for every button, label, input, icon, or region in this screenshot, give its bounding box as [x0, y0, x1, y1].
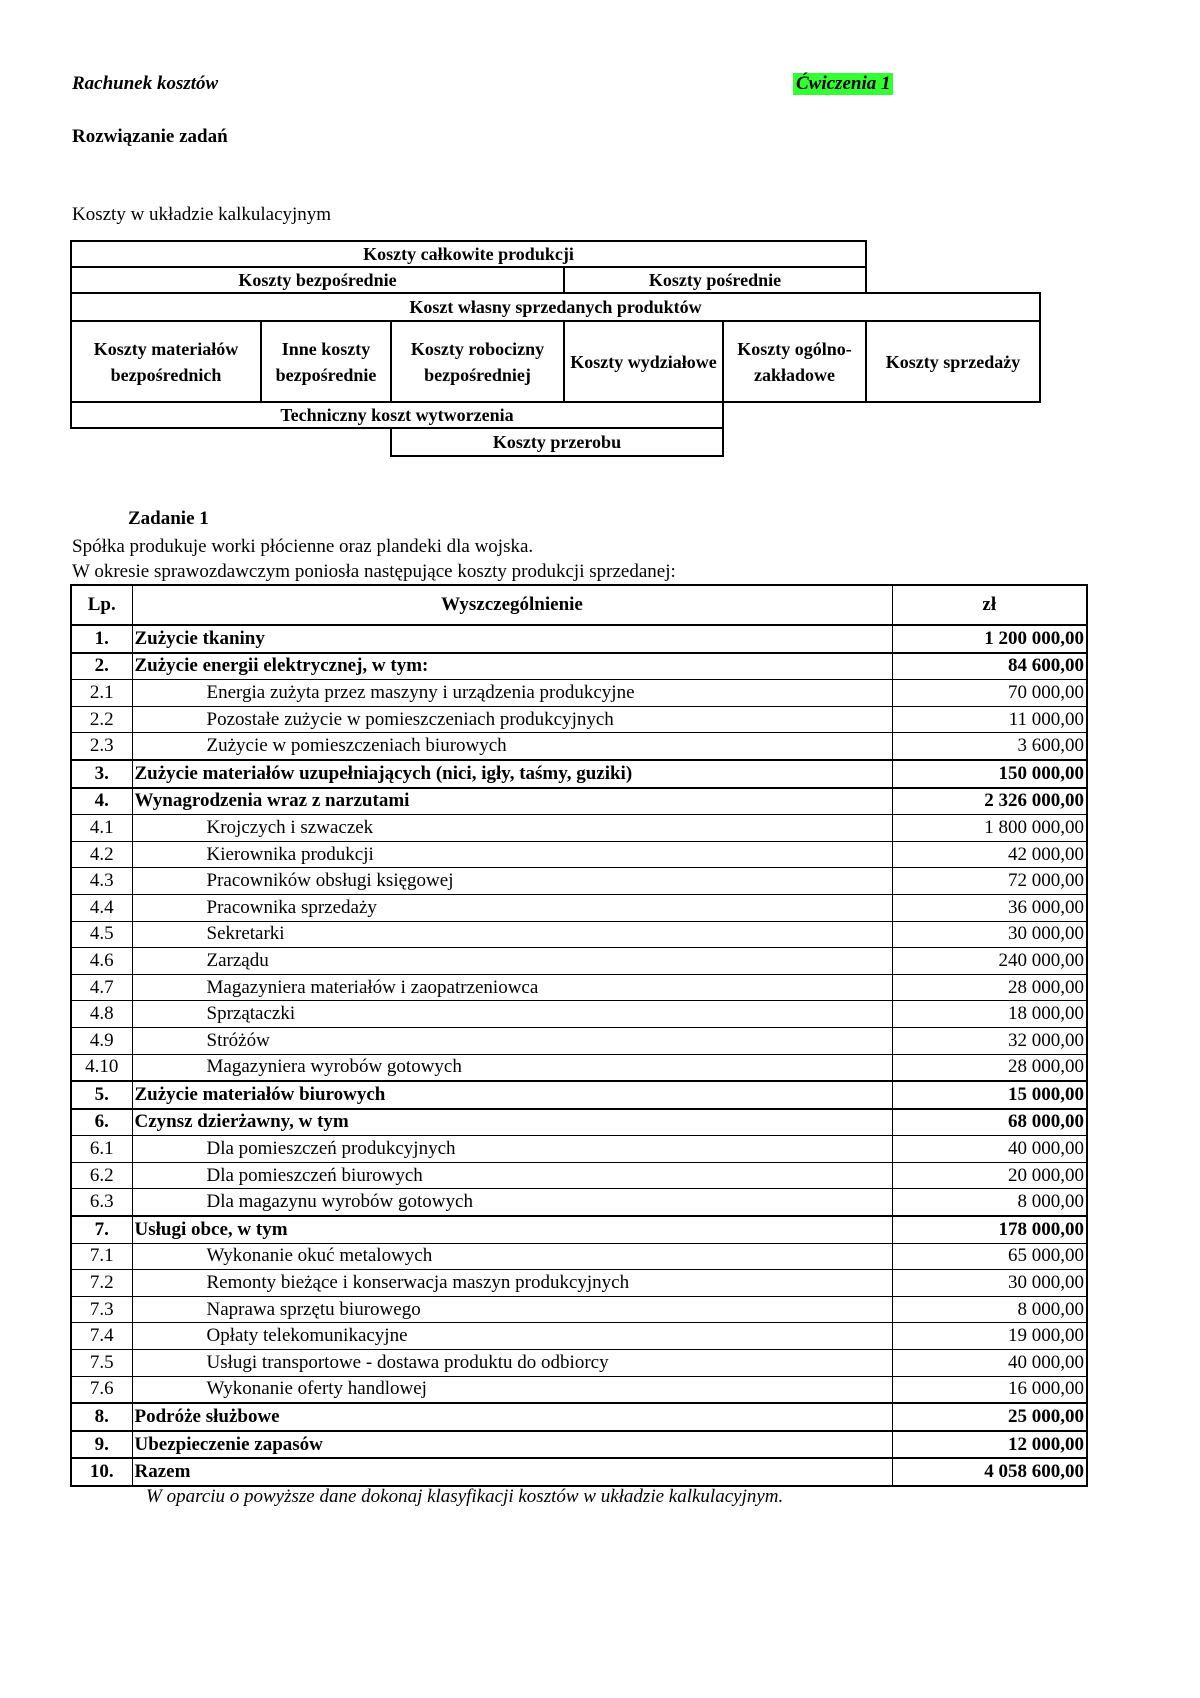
- table-row: [71, 653, 1087, 680]
- row-description: Zużycie energii elektrycznej, w tym:: [132, 653, 892, 680]
- table-row: [71, 1216, 1087, 1243]
- row-value: 18 000,00: [892, 1001, 1087, 1028]
- table-row: [71, 1403, 1087, 1431]
- row-value: 178 000,00: [892, 1216, 1087, 1243]
- table-row: [71, 1027, 1087, 1054]
- row-value: 42 000,00: [892, 841, 1087, 868]
- table-row: [71, 733, 1087, 760]
- row-value: 1 200 000,00: [892, 625, 1087, 653]
- table-row: [71, 1376, 1087, 1403]
- row-description: Usługi transportowe - dostawa produktu do odbiorcy: [132, 1350, 892, 1377]
- row-number: 4.10: [71, 1054, 132, 1081]
- row-value: 8 000,00: [892, 1189, 1087, 1216]
- table-row: [71, 1189, 1087, 1216]
- row-number: 3.: [71, 760, 132, 788]
- cell-direct-materials: Koszty materiałów bezpośrednich: [70, 320, 262, 403]
- row-number: 4.4: [71, 894, 132, 921]
- row-value: 3 600,00: [892, 733, 1087, 760]
- cell-direct-costs: Koszty bezpośrednie: [70, 266, 565, 294]
- row-description: Pozostałe zużycie w pomieszczeniach produkcyjnych: [132, 706, 892, 733]
- table-row: [71, 1350, 1087, 1377]
- row-description: Podróże służbowe: [132, 1403, 892, 1431]
- row-description: Zużycie materiałów uzupełniających (nici, igły, taśmy, guziki): [132, 760, 892, 788]
- row-value: 68 000,00: [892, 1109, 1087, 1136]
- section-label: Koszty w układzie kalkulacyjnym: [72, 204, 332, 225]
- row-description: Pracownika sprzedaży: [132, 894, 892, 921]
- table-row: [71, 1081, 1087, 1109]
- row-value: 240 000,00: [892, 948, 1087, 975]
- table-row: [71, 788, 1087, 815]
- row-number: 1.: [71, 625, 132, 653]
- table-row: [71, 1458, 1087, 1486]
- table-row: [71, 1001, 1087, 1028]
- task-description-2: W okresie sprawozdawczym poniosła następujące koszty produkcji sprzedanej:: [72, 561, 676, 582]
- row-number: 4.6: [71, 948, 132, 975]
- row-description: Dla pomieszczeń biurowych: [132, 1162, 892, 1189]
- table-row: [71, 868, 1087, 895]
- table-row: [71, 1162, 1087, 1189]
- cell-other-direct: Inne koszty bezpośrednie: [260, 320, 392, 403]
- row-description: Kierownika produkcji: [132, 841, 892, 868]
- row-number: 7.6: [71, 1376, 132, 1403]
- row-value: 19 000,00: [892, 1323, 1087, 1350]
- row-value: 8 000,00: [892, 1296, 1087, 1323]
- row-number: 4.9: [71, 1027, 132, 1054]
- table-row: [71, 1431, 1087, 1459]
- row-description: Krojczych i szwaczek: [132, 815, 892, 842]
- subtitle: Rozwiązanie zadań: [72, 126, 228, 147]
- cell-general-costs: Koszty ogólno-zakładowe: [722, 320, 867, 403]
- row-description: Usługi obce, w tym: [132, 1216, 892, 1243]
- document-title: Rachunek kosztów: [72, 73, 219, 94]
- row-description: Magazyniera materiałów i zaopatrzeniowca: [132, 974, 892, 1001]
- row-value: 2 326 000,00: [892, 788, 1087, 815]
- row-number: 6.: [71, 1109, 132, 1136]
- table-row: [71, 921, 1087, 948]
- table-row: [71, 1109, 1087, 1136]
- table-row: [71, 1136, 1087, 1163]
- table-row: [71, 1054, 1087, 1081]
- row-description: Dla pomieszczeń produkcyjnych: [132, 1136, 892, 1163]
- column-header-value: zł: [892, 585, 1087, 625]
- row-number: 4.7: [71, 974, 132, 1001]
- row-value: 28 000,00: [892, 974, 1087, 1001]
- row-number: 2.1: [71, 680, 132, 707]
- row-description: Naprawa sprzętu biurowego: [132, 1296, 892, 1323]
- row-number: 8.: [71, 1403, 132, 1431]
- row-value: 4 058 600,00: [892, 1458, 1087, 1486]
- row-value: 1 800 000,00: [892, 815, 1087, 842]
- row-number: 5.: [71, 1081, 132, 1109]
- table-row: [71, 1270, 1087, 1297]
- row-value: 30 000,00: [892, 921, 1087, 948]
- row-number: 9.: [71, 1431, 132, 1459]
- row-value: 15 000,00: [892, 1081, 1087, 1109]
- row-value: 25 000,00: [892, 1403, 1087, 1431]
- cost-table-header: [71, 585, 1087, 625]
- row-description: Opłaty telekomunikacyjne: [132, 1323, 892, 1350]
- table-row: [71, 894, 1087, 921]
- task-description-1: Spółka produkuje worki płócienne oraz plandeki dla wojska.: [72, 536, 534, 557]
- row-description: Razem: [132, 1458, 892, 1486]
- cell-direct-labor: Koszty robocizny bezpośredniej: [390, 320, 565, 403]
- row-description: Czynsz dzierżawny, w tym: [132, 1109, 892, 1136]
- row-number: 6.3: [71, 1189, 132, 1216]
- footnote: W oparciu o powyższe dane dokonaj klasyfikacji kosztów w układzie kalkulacyjnym.: [146, 1486, 784, 1507]
- row-value: 40 000,00: [892, 1350, 1087, 1377]
- row-description: Remonty bieżące i konserwacja maszyn produkcyjnych: [132, 1270, 892, 1297]
- column-header-description: Wyszczególnienie: [132, 585, 892, 625]
- row-number: 6.1: [71, 1136, 132, 1163]
- cell-department-costs: Koszty wydziałowe: [563, 320, 724, 403]
- row-value: 11 000,00: [892, 706, 1087, 733]
- row-value: 40 000,00: [892, 1136, 1087, 1163]
- exercise-label: Ćwiczenia 1: [793, 73, 893, 95]
- row-description: Magazyniera wyrobów gotowych: [132, 1054, 892, 1081]
- table-row: [71, 815, 1087, 842]
- row-number: 4.8: [71, 1001, 132, 1028]
- row-number: 7.3: [71, 1296, 132, 1323]
- row-value: 30 000,00: [892, 1270, 1087, 1297]
- table-row: [71, 760, 1087, 788]
- column-header-lp: Lp.: [71, 585, 132, 625]
- row-number: 4.: [71, 788, 132, 815]
- row-number: 7.1: [71, 1243, 132, 1270]
- row-number: 4.5: [71, 921, 132, 948]
- table-row: [71, 706, 1087, 733]
- row-description: Pracowników obsługi księgowej: [132, 868, 892, 895]
- cell-cogs: Koszt własny sprzedanych produktów: [70, 292, 1041, 322]
- row-description: Ubezpieczenie zapasów: [132, 1431, 892, 1459]
- row-description: Stróżów: [132, 1027, 892, 1054]
- row-number: 7.4: [71, 1323, 132, 1350]
- row-value: 32 000,00: [892, 1027, 1087, 1054]
- table-row: [71, 1243, 1087, 1270]
- row-value: 72 000,00: [892, 868, 1087, 895]
- row-value: 20 000,00: [892, 1162, 1087, 1189]
- row-description: Zarządu: [132, 948, 892, 975]
- row-number: 7.: [71, 1216, 132, 1243]
- table-row: [71, 948, 1087, 975]
- row-number: 2.2: [71, 706, 132, 733]
- row-value: 70 000,00: [892, 680, 1087, 707]
- row-description: Zużycie materiałów biurowych: [132, 1081, 892, 1109]
- row-description: Zużycie w pomieszczeniach biurowych: [132, 733, 892, 760]
- row-value: 16 000,00: [892, 1376, 1087, 1403]
- cost-table: [70, 584, 1088, 1487]
- row-description: Wykonanie oferty handlowej: [132, 1376, 892, 1403]
- cell-total-costs: Koszty całkowite produkcji: [70, 240, 867, 268]
- table-row: [71, 680, 1087, 707]
- row-value: 150 000,00: [892, 760, 1087, 788]
- table-row: [71, 625, 1087, 653]
- cell-technical-cost: Techniczny koszt wytworzenia: [70, 401, 724, 429]
- row-value: 84 600,00: [892, 653, 1087, 680]
- row-number: 7.5: [71, 1350, 132, 1377]
- row-number: 4.3: [71, 868, 132, 895]
- row-number: 2.3: [71, 733, 132, 760]
- table-row: [71, 841, 1087, 868]
- task-title: Zadanie 1: [128, 508, 209, 529]
- table-row: [71, 1296, 1087, 1323]
- table-row: [71, 1323, 1087, 1350]
- row-number: 4.2: [71, 841, 132, 868]
- row-value: 12 000,00: [892, 1431, 1087, 1459]
- cell-conversion-costs: Koszty przerobu: [390, 427, 724, 457]
- row-value: 28 000,00: [892, 1054, 1087, 1081]
- row-number: 4.1: [71, 815, 132, 842]
- row-description: Zużycie tkaniny: [132, 625, 892, 653]
- row-description: Wykonanie okuć metalowych: [132, 1243, 892, 1270]
- row-description: Energia zużyta przez maszyny i urządzenia produkcyjne: [132, 680, 892, 707]
- row-description: Wynagrodzenia wraz z narzutami: [132, 788, 892, 815]
- row-description: Dla magazynu wyrobów gotowych: [132, 1189, 892, 1216]
- table-row: [71, 974, 1087, 1001]
- row-value: 65 000,00: [892, 1243, 1087, 1270]
- row-description: Sprzątaczki: [132, 1001, 892, 1028]
- cell-indirect-costs: Koszty pośrednie: [563, 266, 867, 294]
- row-value: 36 000,00: [892, 894, 1087, 921]
- row-description: Sekretarki: [132, 921, 892, 948]
- row-number: 2.: [71, 653, 132, 680]
- cell-sales-costs: Koszty sprzedaży: [865, 320, 1041, 403]
- row-number: 10.: [71, 1458, 132, 1486]
- row-number: 7.2: [71, 1270, 132, 1297]
- row-number: 6.2: [71, 1162, 132, 1189]
